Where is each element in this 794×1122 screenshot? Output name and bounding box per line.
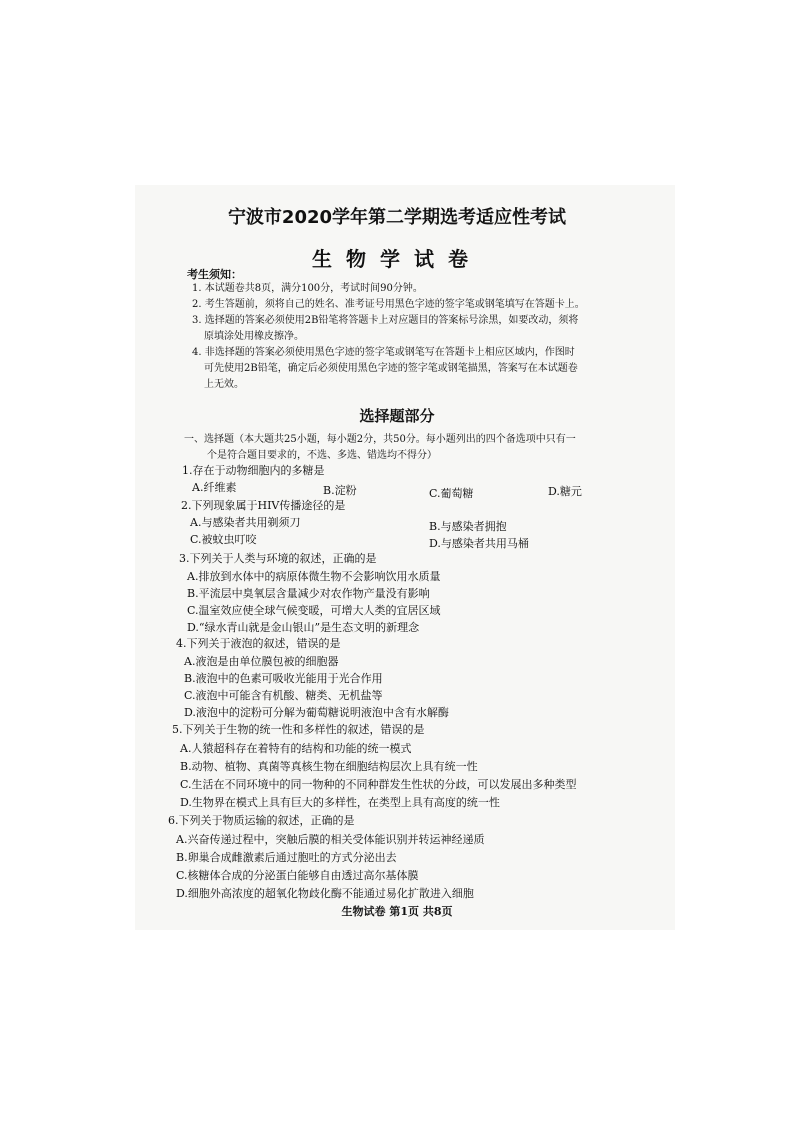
option-a: A.液泡是由单位膜包被的细胞器 bbox=[184, 655, 339, 668]
option-d: D.糖元 bbox=[548, 485, 582, 498]
question-stem: 2.下列现象属于HIV传播途径的是 bbox=[181, 499, 346, 512]
notice-item: 可先使用2B铅笔，确定后必须使用黑色字迹的签字笔或钢笔描黑，答案写在本试题卷 bbox=[204, 363, 578, 374]
question-stem: 1.存在于动物细胞内的多糖是 bbox=[182, 464, 325, 477]
exam-subject-title: 生物学试卷 bbox=[312, 247, 482, 271]
option-a: A.纤维素 bbox=[192, 481, 237, 494]
option-d: D.生物界在模式上具有巨大的多样性，在类型上具有高度的统一性 bbox=[180, 796, 500, 809]
option-d: D.细胞外高浓度的超氧化物歧化酶不能通过易化扩散进入细胞 bbox=[176, 887, 474, 900]
question-stem: 5.下列关于生物的统一性和多样性的叙述，错误的是 bbox=[172, 723, 425, 736]
option-a: A.人猿超科存在着特有的结构和功能的统一模式 bbox=[180, 742, 412, 755]
option-b: B.液泡中的色素可吸收光能用于光合作用 bbox=[184, 672, 383, 685]
notice-item: 4. 非选择题的答案必须使用黑色字迹的签字笔或钢笔写在答题卡上相应区域内，作图时 bbox=[192, 347, 575, 358]
question-stem: 3.下列关于人类与环境的叙述，正确的是 bbox=[179, 552, 377, 565]
notice-item: 1. 本试题卷共8页，满分100分，考试时间90分钟。 bbox=[192, 283, 423, 294]
option-d: D.液泡中的淀粉可分解为葡萄糖说明液泡中含有水解酶 bbox=[184, 706, 449, 719]
option-d: D.“绿水青山就是金山银山”是生态文明的新理念 bbox=[187, 621, 420, 634]
option-b: B.平流层中臭氧层含量减少对农作物产量没有影响 bbox=[187, 587, 430, 600]
option-c: C.葡萄糖 bbox=[429, 487, 474, 500]
page-footer: 生物试卷 第1页 共8页 bbox=[341, 905, 453, 918]
exam-title: 宁波市2020学年第二学期选考适应性考试 bbox=[227, 207, 567, 228]
notice-item: 3. 选择题的答案必须使用2B铅笔将答题卡上对应题目的答案标号涂黑，如要改动，须将 bbox=[192, 315, 579, 326]
notice-item: 上无效。 bbox=[204, 379, 244, 390]
option-c: C.温室效应使全球气候变暖，可增大人类的宜居区域 bbox=[187, 604, 441, 617]
question-stem: 6.下列关于物质运输的叙述，正确的是 bbox=[168, 814, 355, 827]
notice-item: 2. 考生答题前，须将自己的姓名、准考证号用黑色字迹的签字笔或钢笔填写在答题卡上。 bbox=[192, 299, 585, 310]
option-b: B.卵巢合成雌激素后通过胞吐的方式分泌出去 bbox=[176, 851, 397, 864]
option-b: B.与感染者拥抱 bbox=[429, 520, 507, 533]
notice-heading: 考生须知： bbox=[187, 268, 242, 281]
section-intro: 个是符合题目要求的，不选、多选、错选均不得分） bbox=[207, 450, 437, 461]
notice-item: 原填涂处用橡皮擦净。 bbox=[204, 331, 304, 342]
option-c: C.液泡中可能含有机酸、糖类、无机盐等 bbox=[184, 689, 383, 702]
option-d: D.与感染者共用马桶 bbox=[429, 537, 529, 550]
option-c: C.生活在不同环境中的同一物种的不同种群发生性状的分歧，可以发展出多种类型 bbox=[180, 778, 577, 791]
option-c: C.被蚊虫叮咬 bbox=[190, 533, 257, 546]
section-title: 选择题部分 bbox=[359, 407, 435, 425]
option-a: A.兴奋传递过程中，突触后膜的相关受体能识别并转运神经递质 bbox=[176, 833, 485, 846]
option-c: C.核糖体合成的分泌蛋白能够自由透过高尔基体膜 bbox=[176, 869, 419, 882]
option-a: A.排放到水体中的病原体微生物不会影响饮用水质量 bbox=[187, 570, 441, 583]
question-stem: 4.下列关于液泡的叙述，错误的是 bbox=[176, 637, 341, 650]
option-b: B.动物、植物、真菌等真核生物在细胞结构层次上具有统一性 bbox=[180, 760, 478, 773]
option-b: B.淀粉 bbox=[323, 484, 357, 497]
option-a: A.与感染者共用剃须刀 bbox=[190, 516, 301, 529]
section-intro: 一、选择题（本大题共25小题，每小题2分，共50分。每小题列出的四个备选项中只有一 bbox=[184, 434, 576, 445]
